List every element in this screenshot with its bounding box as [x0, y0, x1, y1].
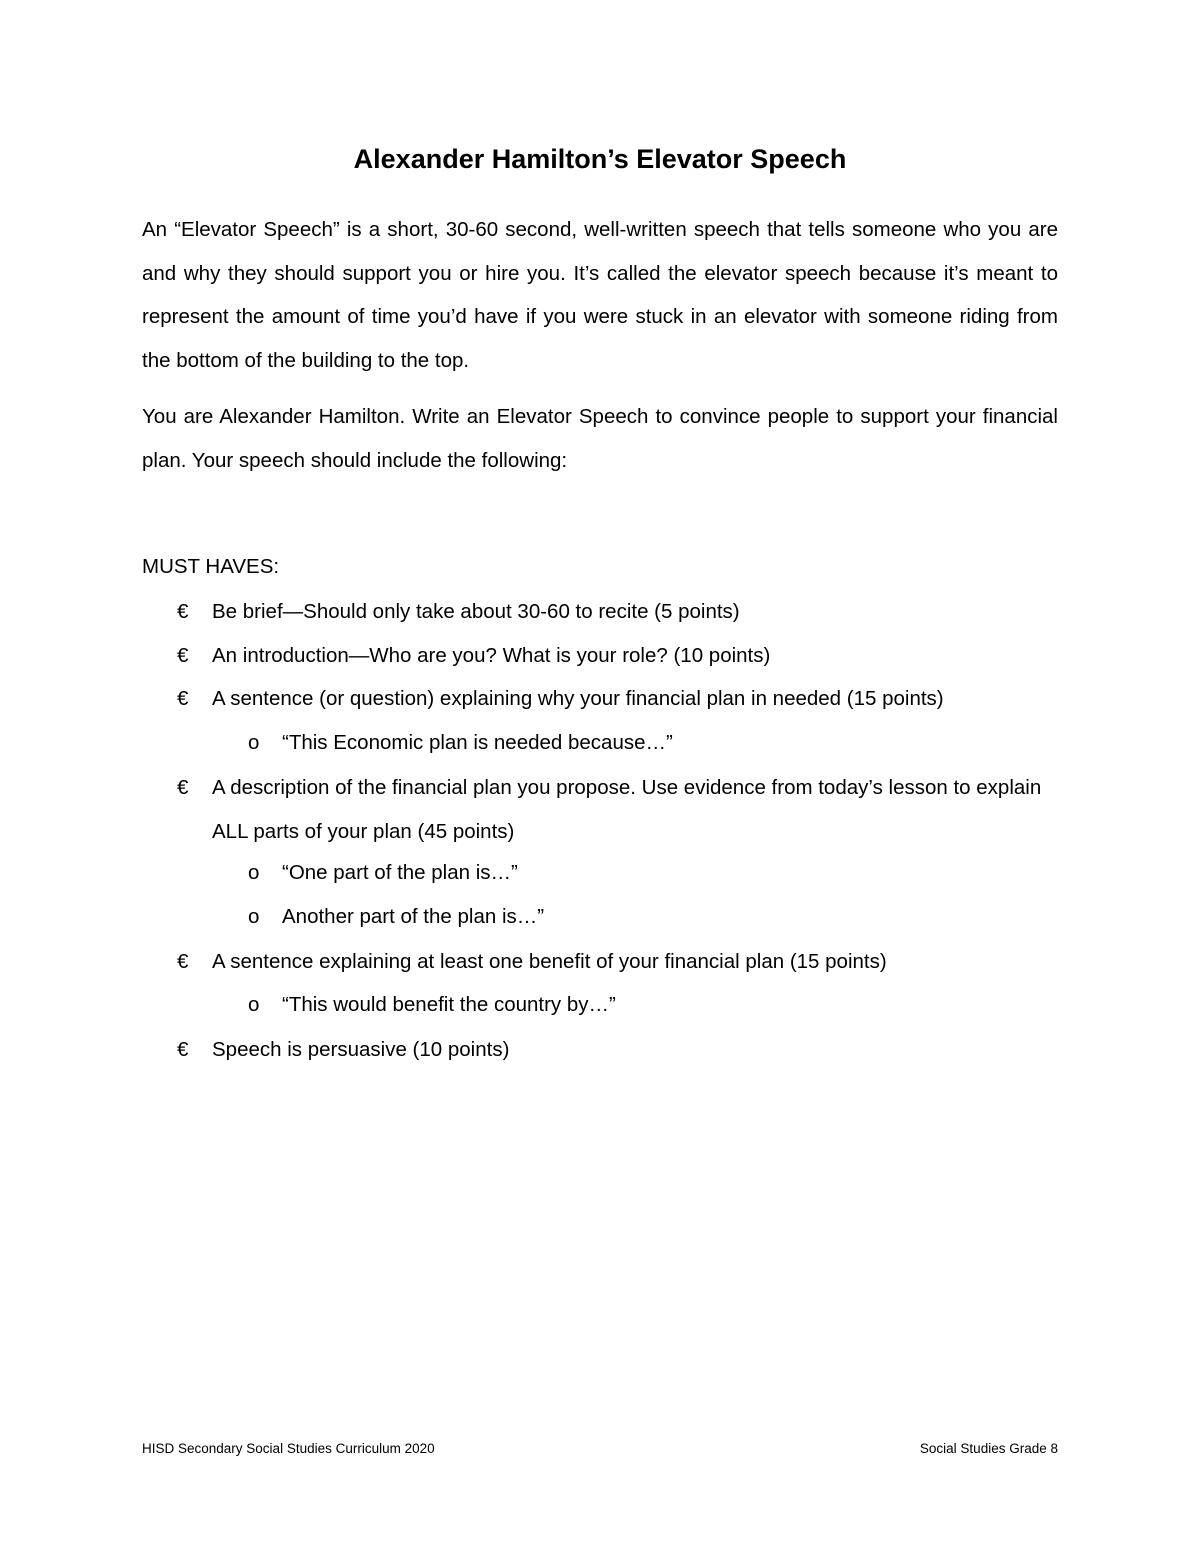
euro-bullet-icon: € [177, 687, 189, 710]
footer-grade: Social Studies Grade 8 [919, 1441, 1058, 1456]
list-item-text: Be brief—Should only take about 30-60 to recite (5 points) [212, 600, 740, 623]
list-item-text: A sentence (or question) explaining why your financial plan in needed (15 points) [212, 687, 944, 710]
circle-bullet-icon: o [248, 731, 260, 754]
intro-paragraph: An “Elevator Speech” is a short, 30-60 second, well-written speech that tells someone who you are and why they should support you or hire you. It’s called the elevator speech because it’s meant to represent the amount of time you’d have if you were stuck in an elevator with someone riding from the bottom of the building to the top. [142, 218, 1058, 372]
circle-bullet-icon: o [248, 905, 260, 928]
euro-bullet-icon: € [177, 776, 189, 799]
must-haves-label: MUST HAVES: [142, 555, 280, 578]
page-title: Alexander Hamilton’s Elevator Speech [353, 144, 847, 174]
circle-bullet-icon: o [248, 861, 260, 884]
task-paragraph: You are Alexander Hamilton. Write an Elevator Speech to convince people to support your financial plan. Your speech should include the following: [142, 405, 1058, 472]
sub-list-item-text: Another part of the plan is…” [282, 905, 545, 928]
euro-bullet-icon: € [177, 950, 189, 973]
sub-list-item-text: “This would benefit the country by…” [282, 993, 616, 1016]
footer-curriculum: HISD Secondary Social Studies Curriculum 2020 [142, 1441, 435, 1456]
euro-bullet-icon: € [177, 1038, 189, 1061]
sub-list-item-text: “This Economic plan is needed because…” [282, 731, 673, 754]
list-item-text: A description of the financial plan you propose. Use evidence from today’s lesson to explain ALL parts of your plan (45 points) [212, 776, 1042, 843]
list-item-text: Speech is persuasive (10 points) [212, 1038, 510, 1061]
euro-bullet-icon: € [177, 600, 189, 623]
circle-bullet-icon: o [248, 993, 260, 1016]
sub-list-item-text: “One part of the plan is…” [282, 861, 518, 884]
euro-bullet-icon: € [177, 644, 189, 667]
list-item-text: A sentence explaining at least one benefit of your financial plan (15 points) [212, 950, 887, 973]
list-item-text: An introduction—Who are you? What is your role? (10 points) [212, 644, 771, 667]
